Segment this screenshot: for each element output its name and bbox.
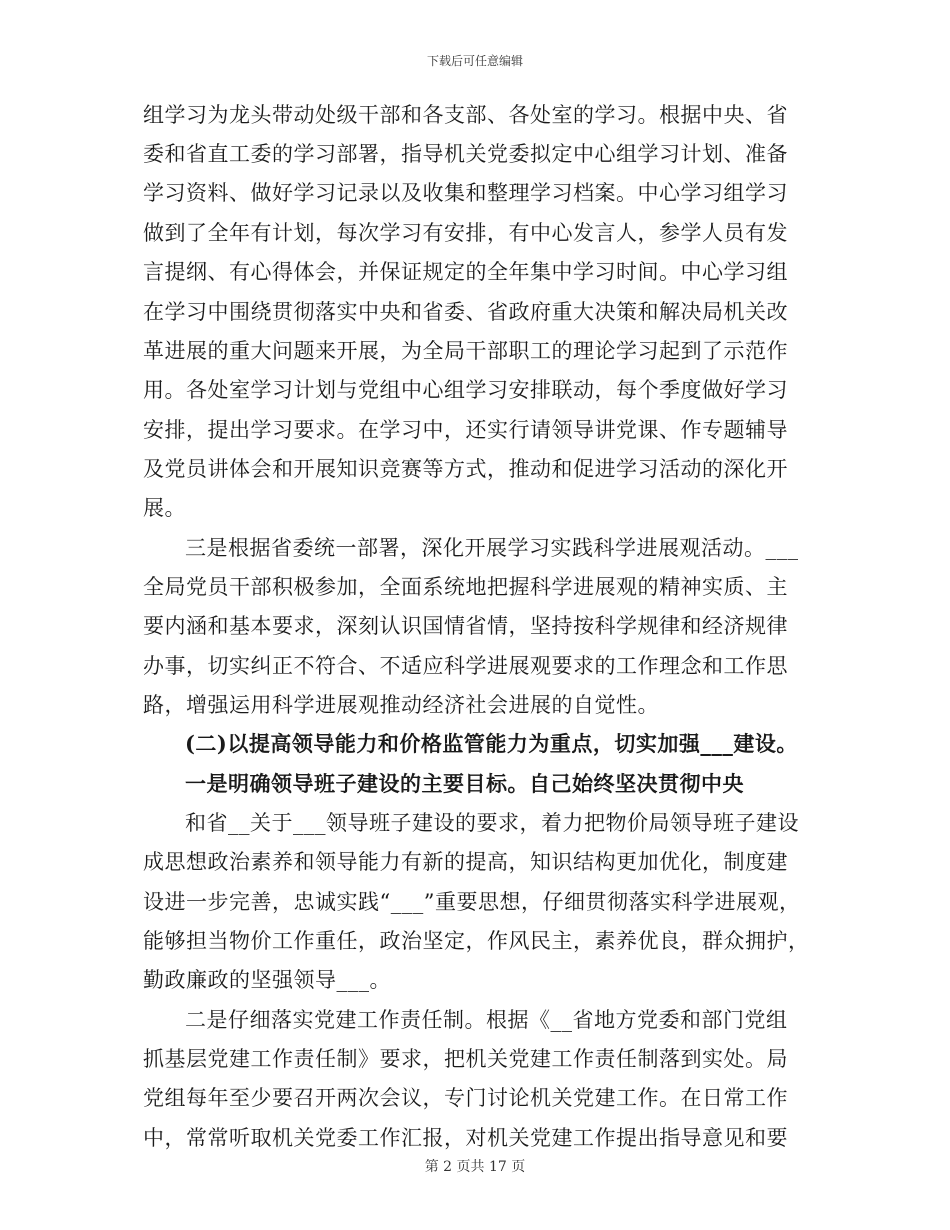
- subsection-heading: 一是明确领导班子建设的主要目标。自己始终坚决贯彻中央: [185, 771, 744, 796]
- text-line: 委和省直工委的学习部署，指导机关党委拟定中心组学习计划、准备: [143, 142, 788, 166]
- text-line: 全局党员干部积极参加，全面系统地把握科学进展观的精神实质、主: [143, 575, 788, 599]
- text-line: 言提纲、有心得体会，并保证规定的全年集中学习时间。中心学习组: [143, 260, 788, 284]
- paragraph-start-line: 三是根据省委统一部署，深化开展学习实践科学进展观活动。___: [185, 536, 799, 560]
- text-line: 用。各处室学习计划与党组中心组学习安排联动，每个季度做好学习: [143, 378, 788, 402]
- text-line: 勤政廉政的坚强领导___。: [143, 968, 391, 992]
- page-footer: 第 2 页共 17 页: [424, 1159, 526, 1175]
- text-line: 及党员讲体会和开展知识竞赛等方式，推动和促进学习活动的深化开: [143, 457, 788, 481]
- text-line: 组学习为龙头带动处级干部和各支部、各处室的学习。根据中央、省: [143, 103, 788, 127]
- text-line: 展。: [143, 496, 186, 520]
- page-header: 下载后可任意编辑: [426, 54, 523, 68]
- text-line: 党组每年至少要召开两次会议，专门讨论机关党建工作。在日常工作: [143, 1086, 788, 1110]
- text-line: 革进展的重大问题来开展，为全局干部职工的理论学习起到了示范作: [143, 339, 788, 363]
- text-line: 在学习中围绕贯彻落实中央和省委、省政府重大决策和解决局机关改: [143, 300, 788, 324]
- section-heading: (二)以提高领导能力和价格监管能力为重点，切实加强___建设。: [185, 731, 798, 756]
- text-line: 成思想政治素养和领导能力有新的提高，知识结构更加优化，制度建: [143, 850, 788, 874]
- text-line: 能够担当物价工作重任，政治坚定，作风民主，素养优良，群众拥护，: [143, 929, 810, 953]
- text-line: 抓基层党建工作责任制》要求，把机关党建工作责任制落到实处。局: [143, 1047, 788, 1071]
- paragraph-start-line: 和省__关于___领导班子建设的要求，着力把物价局领导班子建设: [185, 811, 799, 835]
- text-line: 路，增强运用科学进展观推动经济社会进展的自觉性。: [143, 693, 659, 717]
- text-line: 安排，提出学习要求。在学习中，还实行请领导讲党课、作专题辅导: [143, 418, 788, 442]
- text-line: 设进一步完善，忠诚实践“___”重要思想，仔细贯彻落实科学进展观，: [143, 890, 801, 914]
- text-line: 学习资料、做好学习记录以及收集和整理学习档案。中心学习组学习: [143, 181, 788, 205]
- text-line: 办事，切实纠正不符合、不适应科学进展观要求的工作理念和工作思: [143, 654, 788, 678]
- text-line: 中，常常听取机关党委工作汇报，对机关党建工作提出指导意见和要: [143, 1126, 788, 1150]
- paragraph-start-line: 二是仔细落实党建工作责任制。根据《__省地方党委和部门党组: [185, 1008, 788, 1032]
- text-line: 要内涵和基本要求，深刻认识国情省情，坚持按科学规律和经济规律: [143, 614, 788, 638]
- text-line: 做到了全年有计划，每次学习有安排，有中心发言人，参学人员有发: [143, 221, 788, 245]
